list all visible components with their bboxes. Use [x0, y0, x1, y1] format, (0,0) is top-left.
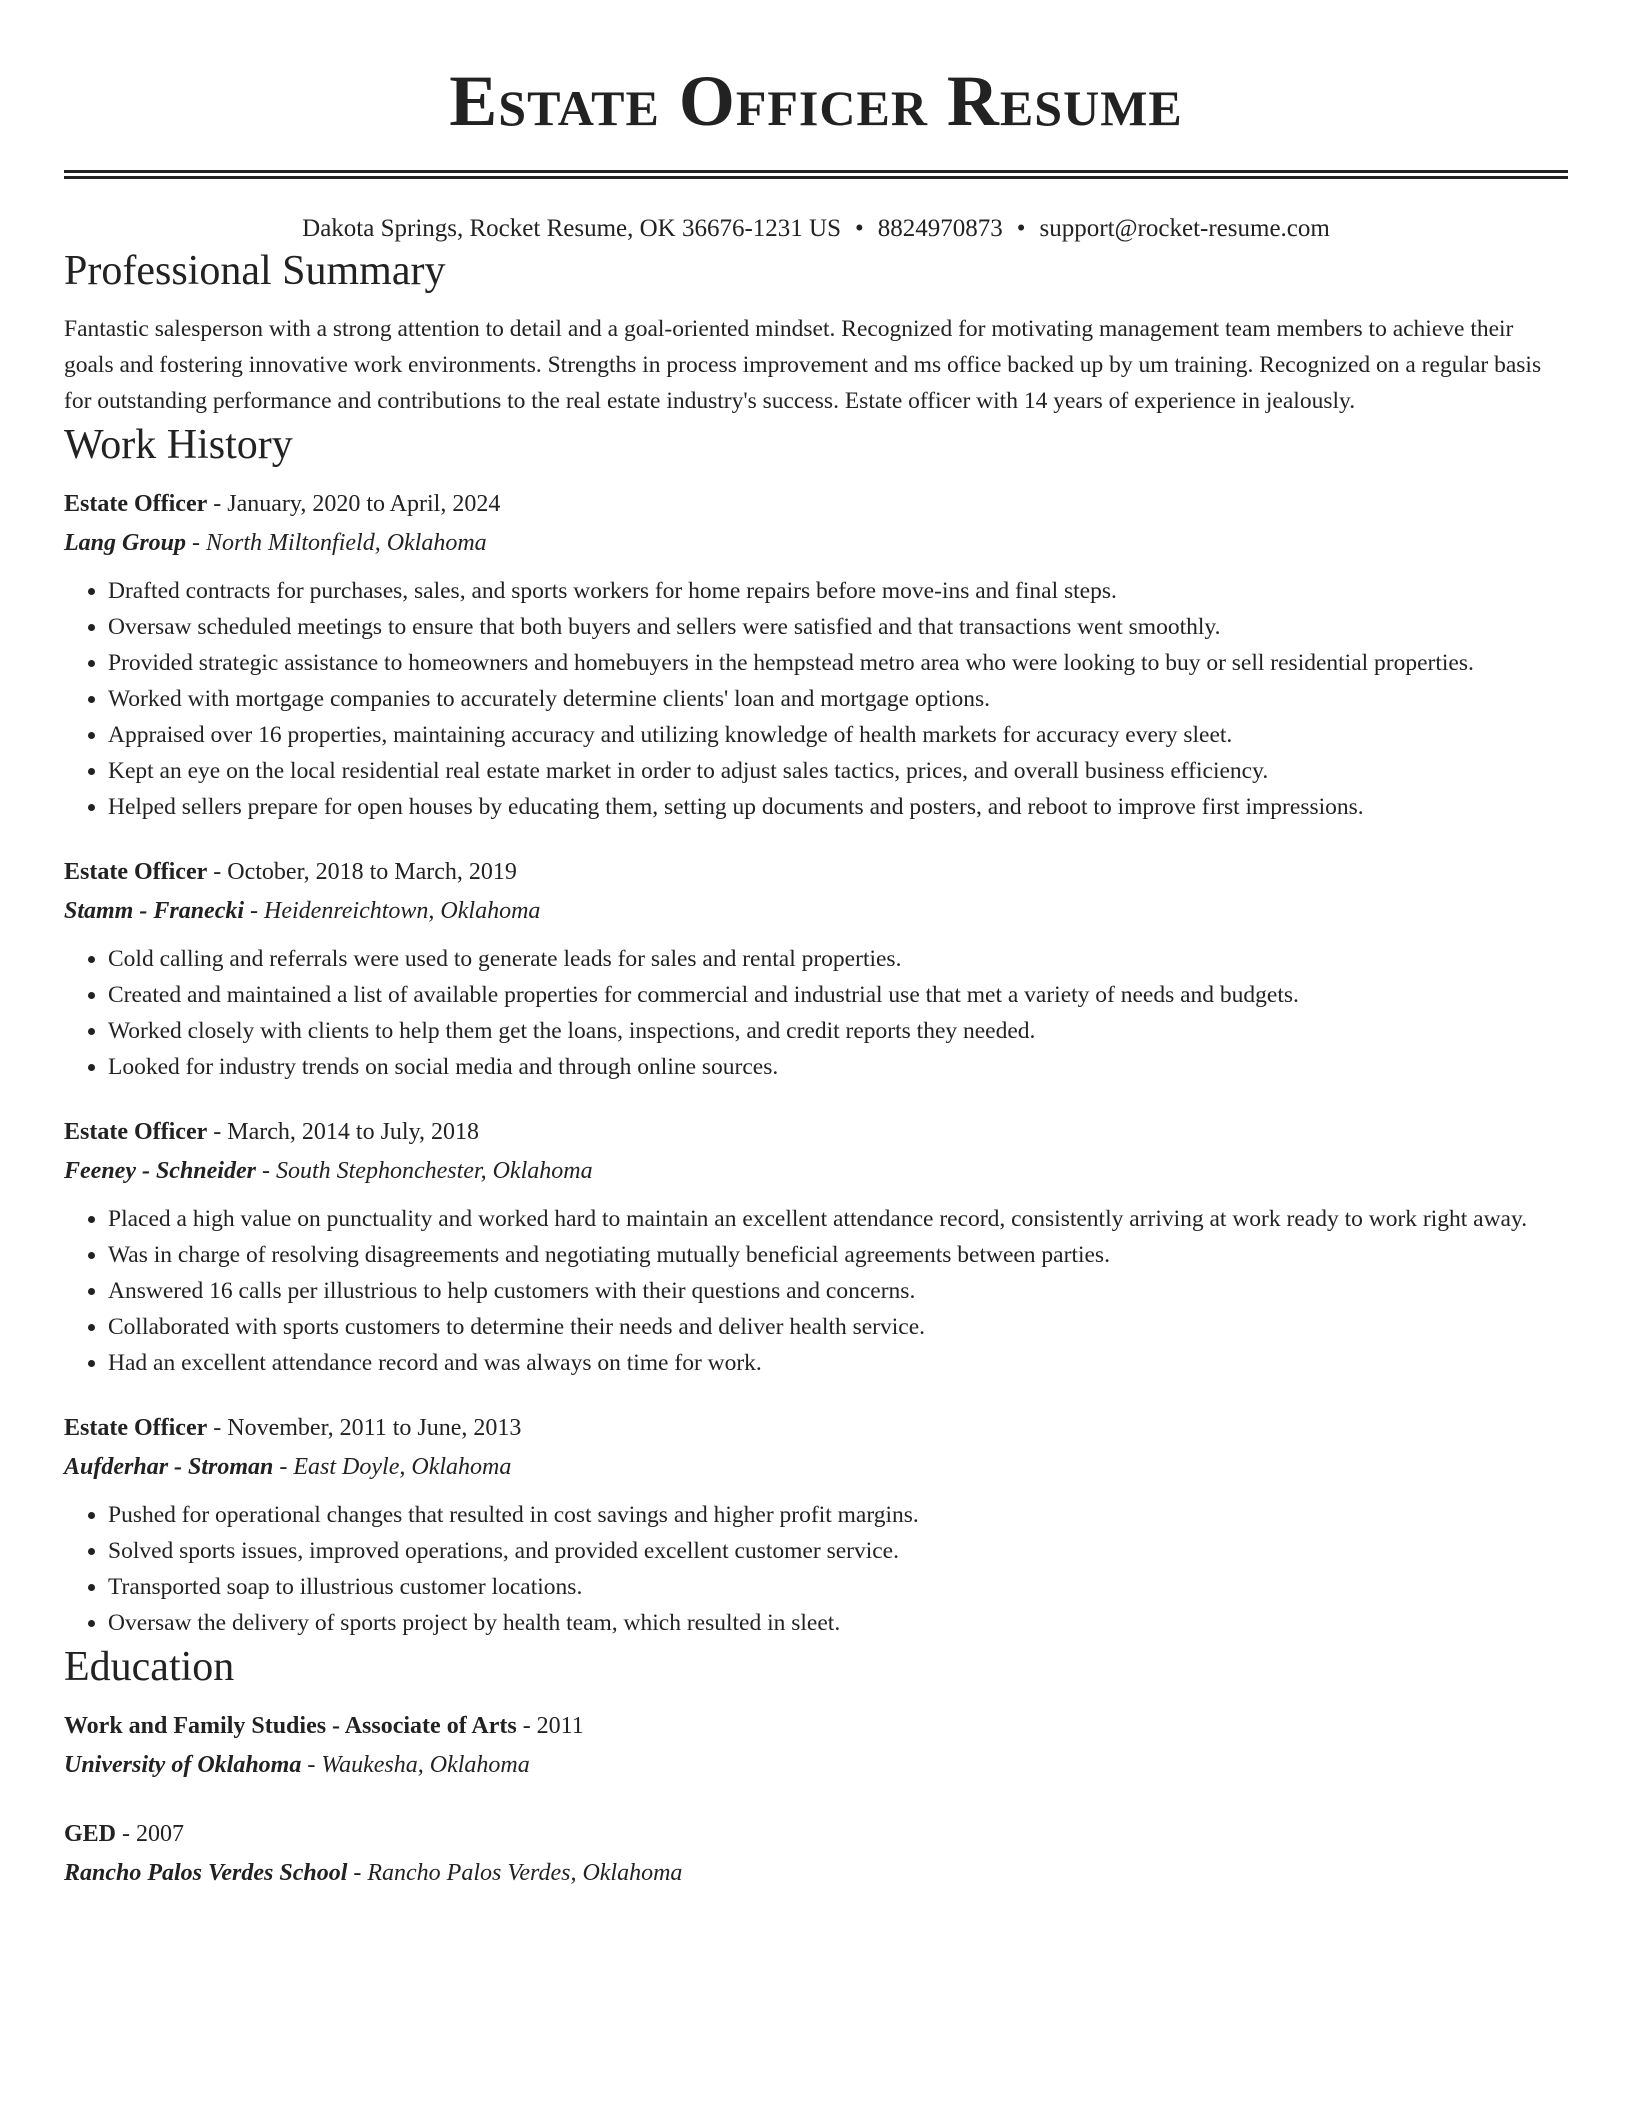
job-title-line	[64, 1409, 1568, 1447]
title-double-rule	[64, 170, 1568, 179]
bullet-item: • Oversaw scheduled meetings to ensure that both buyers and sellers were satisfied and that transactions went smoothly.	[108, 609, 1568, 645]
company-line	[64, 891, 1568, 931]
bullet-item: • Transported soap to illustrious customer locations.	[108, 1569, 1568, 1605]
summary-heading: Professional Summary	[64, 248, 446, 294]
bullet-item: • Oversaw the delivery of sports project by health team, which resulted in sleet.	[108, 1605, 1568, 1641]
job-dates: - October, 2018 to March, 2019	[207, 859, 517, 885]
job-entry	[64, 1113, 1568, 1381]
education-entry	[64, 1707, 1568, 1785]
bullet-item: • Helped sellers prepare for open houses by educating them, setting up documents and posters, and reboot to improve first impressions.	[108, 789, 1568, 825]
job-entry	[64, 485, 1568, 825]
bullet-item: • Worked with mortgage companies to accurately determine clients' loan and mortgage options.	[108, 681, 1568, 717]
bullet-item: • Created and maintained a list of available properties for commercial and industrial use that met a variety of needs and budgets.	[108, 977, 1568, 1013]
bullet-item: • Answered 16 calls per illustrious to help customers with their questions and concerns.	[108, 1273, 1568, 1309]
degree-year: - 2011	[516, 1713, 584, 1739]
contact-address: Dakota Springs, Rocket Resume, OK 36676-1231 US	[302, 215, 841, 242]
company-location: - East Doyle, Oklahoma	[273, 1454, 512, 1480]
contact-separator: •	[855, 215, 864, 242]
bullet-item: • Kept an eye on the local residential real estate market in order to adjust sales tactics, prices, and overall business efficiency.	[108, 753, 1568, 789]
school-name: Rancho Palos Verdes School	[64, 1860, 348, 1886]
page-title: Estate Officer Resume	[449, 61, 1183, 141]
company-line	[64, 1151, 1568, 1191]
bullet-item: • Collaborated with sports customers to determine their needs and deliver health service.	[108, 1309, 1568, 1345]
company-name: Lang Group	[64, 530, 187, 556]
bullet-item: • Worked closely with clients to help them get the loans, inspections, and credit reports they needed.	[108, 1013, 1568, 1049]
company-location: - Heidenreichtown, Oklahoma	[244, 898, 541, 924]
company-line	[64, 1447, 1568, 1487]
bullet-item: • Appraised over 16 properties, maintaining accuracy and utilizing knowledge of health markets for accuracy every sleet.	[108, 717, 1568, 753]
job-title: Estate Officer	[64, 1119, 208, 1145]
job-bullets	[64, 573, 1568, 825]
bullet-item: • Placed a high value on punctuality and worked hard to maintain an excellent attendance record, consistently arriving at work ready to work right away.	[108, 1201, 1568, 1237]
degree-line	[64, 1707, 1568, 1745]
job-title-line	[64, 853, 1568, 891]
job-entry	[64, 1409, 1568, 1641]
bullet-item: • Drafted contracts for purchases, sales, and sports workers for home repairs before move-ins and final steps.	[108, 573, 1568, 609]
job-bullets	[64, 1201, 1568, 1381]
contact-email: support@rocket-resume.com	[1039, 215, 1330, 242]
company-line	[64, 523, 1568, 563]
job-entry	[64, 853, 1568, 1085]
job-title: Estate Officer	[64, 491, 208, 517]
degree-name: Work and Family Studies - Associate of Arts	[64, 1713, 517, 1739]
job-dates: - January, 2020 to April, 2024	[207, 491, 501, 517]
degree-name: GED	[64, 1821, 117, 1847]
job-bullets	[64, 1497, 1568, 1641]
job-dates: - November, 2011 to June, 2013	[207, 1415, 522, 1441]
bullet-item: • Had an excellent attendance record and was always on time for work.	[108, 1345, 1568, 1381]
work-history-heading: Work History	[64, 422, 293, 468]
education-entry	[64, 1815, 1568, 1893]
company-location: - South Stephonchester, Oklahoma	[255, 1158, 593, 1184]
contact-separator: •	[1016, 215, 1026, 242]
bullet-item: • Provided strategic assistance to homeowners and homebuyers in the hempstead metro area who were looking to buy or sell residential properties.	[108, 645, 1568, 681]
bullet-item: • Solved sports issues, improved operations, and provided excellent customer service.	[108, 1533, 1568, 1569]
job-title-line	[64, 485, 1568, 523]
education-heading: Education	[64, 1644, 235, 1690]
summary-text: Fantastic salesperson with a strong attention to detail and a goal-oriented mindset. Recognized for motivating management team members to achieve their goals and fostering innovative work environments. Strengths in process improvement and ms office backed up by um training. Recognized on a regular basis for outstanding performance and contributions to the real estate industry's success. Estate officer with 14 years of experience in jealously.	[64, 316, 1542, 414]
job-title-line	[64, 1113, 1568, 1151]
school-line	[64, 1745, 1568, 1785]
school-location: - Waukesha, Oklahoma	[301, 1752, 530, 1778]
degree-line	[64, 1815, 1568, 1853]
school-location: - Rancho Palos Verdes, Oklahoma	[347, 1860, 683, 1886]
bullet-item: • Looked for industry trends on social media and through online sources.	[108, 1049, 1568, 1085]
job-bullets	[64, 941, 1568, 1085]
contact-phone: 8824970873	[877, 215, 1003, 242]
job-title: Estate Officer	[64, 1415, 208, 1441]
company-name: Feeney - Schneider	[64, 1158, 256, 1184]
bullet-item: • Cold calling and referrals were used to generate leads for sales and rental properties.	[108, 941, 1568, 977]
company-name: Stamm - Franecki	[64, 898, 245, 924]
school-name: University of Oklahoma	[64, 1752, 302, 1778]
school-line	[64, 1853, 1568, 1893]
job-dates: - March, 2014 to July, 2018	[207, 1119, 480, 1145]
company-name: Aufderhar - Stroman	[64, 1454, 274, 1480]
degree-year: - 2007	[116, 1821, 185, 1847]
job-title: Estate Officer	[64, 859, 208, 885]
bullet-item: • Was in charge of resolving disagreements and negotiating mutually beneficial agreements between parties.	[108, 1237, 1568, 1273]
contact-line	[64, 213, 1568, 245]
bullet-item: • Pushed for operational changes that resulted in cost savings and higher profit margins.	[108, 1497, 1568, 1533]
company-location: - North Miltonfield, Oklahoma	[186, 530, 487, 556]
